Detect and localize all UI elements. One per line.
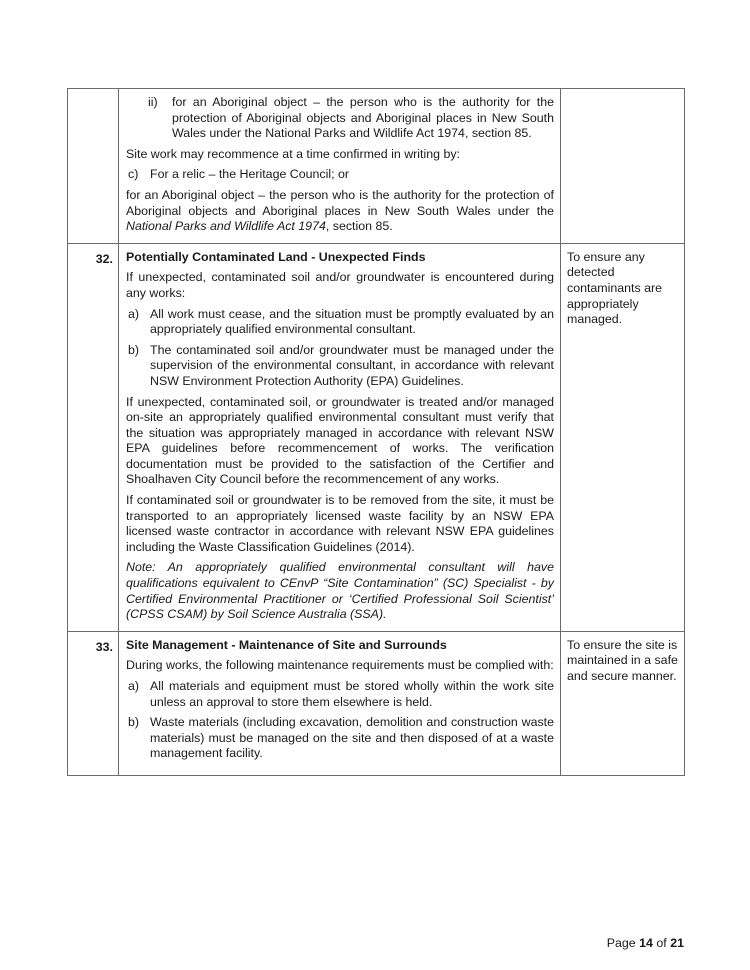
list-marker: b) (128, 342, 140, 357)
page-label: Page (606, 936, 636, 950)
condition-body (119, 243, 561, 631)
paragraph: If contaminated soil or groundwater is to be removed from the site, it must be transported to an appropriately licensed waste facility by an NSW EPA licensed waste contractor in accordance with relevant NSW EPA guidelines including the Waste Classification Guidelines (2014). (126, 493, 554, 554)
list-item (126, 307, 554, 338)
list-item-text: All materials and equipment must be stored wholly within the work site unless an approval to store them elsewhere is held. (150, 679, 554, 709)
of-label: of (656, 936, 667, 950)
table-row (68, 631, 685, 775)
list-item (126, 95, 554, 142)
note: Note: An appropriately qualified environmental consultant will have qualifications equivalent to CEnvP “Site Contamination” (SC) Specialist - by Certified Environmental Practitioner or ‘Certified Professional Soil Scientist’ (CPSS CSAM) by Soil Science Australia (SSA). (126, 560, 554, 622)
list-marker: a) (128, 679, 140, 693)
paragraph: During works, the following maintenance requirements must be complied with: (126, 658, 554, 673)
condition-reason (561, 89, 685, 244)
list-item (126, 167, 554, 183)
list-marker: b) (128, 715, 140, 730)
paragraph: Site work may recommence at a time confirmed in writing by: (126, 146, 460, 161)
condition-body (119, 89, 561, 244)
condition-reason: To ensure any detected contaminants are appropriately managed. (561, 243, 685, 631)
list-item-text: for an Aboriginal object – the person who is the authority for the protection of Aboriginal objects and Aboriginal places in New South Wales under the National Parks and Wildlife Act 1974, section 85. (172, 95, 554, 141)
list-marker: a) (128, 306, 140, 321)
condition-body (119, 631, 561, 775)
current-page: 14 (639, 936, 653, 950)
page-number (607, 936, 684, 952)
paragraph-text: , section 85. (325, 219, 393, 234)
list-item-text: All work must cease, and the situation must be promptly evaluated by an appropriately qualified environmental consultant. (150, 306, 554, 337)
list-item (126, 679, 554, 710)
condition-title: Site Management - Maintenance of Site and Surrounds (126, 637, 447, 652)
condition-number: 33. (68, 631, 119, 775)
paragraph: If unexpected, contaminated soil, or groundwater is treated and/or managed on-site an appropriately qualified environmental consultant must verify that the situation was appropriately managed in accordance with relevant NSW EPA guidelines before recommencement of works. The verification documentation must be provided to the satisfaction of the Certifier and Shoalhaven City Council before the recommencement of any works. (126, 394, 554, 487)
list-item-text: For a relic – the Heritage Council; or (150, 167, 350, 182)
condition-title: Potentially Contaminated Land - Unexpected Finds (126, 249, 426, 264)
table-row (68, 89, 685, 244)
condition-number: 32. (68, 243, 119, 631)
total-pages: 21 (670, 936, 684, 950)
list-marker: ii) (148, 95, 158, 109)
conditions-table (67, 88, 685, 776)
paragraph (126, 188, 554, 235)
paragraph: If unexpected, contaminated soil and/or groundwater is encountered during any works: (126, 270, 554, 300)
list-item-text: The contaminated soil and/or groundwater must be managed under the supervision of the environmental consultant, in accordance with relevant NSW Environment Protection Authority (EPA) Guidelines. (150, 342, 554, 388)
table-row (68, 243, 685, 631)
list-item (126, 343, 554, 390)
list-item (126, 715, 554, 762)
list-marker: c) (128, 167, 139, 182)
paragraph-text: for an Aboriginal object – the person who is the authority for the protection of Aboriginal objects and Aboriginal places in New South Wales under the (126, 187, 554, 218)
condition-number (68, 89, 119, 244)
list-item-text: Waste materials (including excavation, demolition and construction waste materials) must be managed on the site and then disposed of at a waste management facility. (150, 715, 554, 761)
act-title: National Parks and Wildlife Act 1974 (126, 219, 326, 234)
condition-reason: To ensure the site is maintained in a safe and secure manner. (561, 631, 685, 775)
